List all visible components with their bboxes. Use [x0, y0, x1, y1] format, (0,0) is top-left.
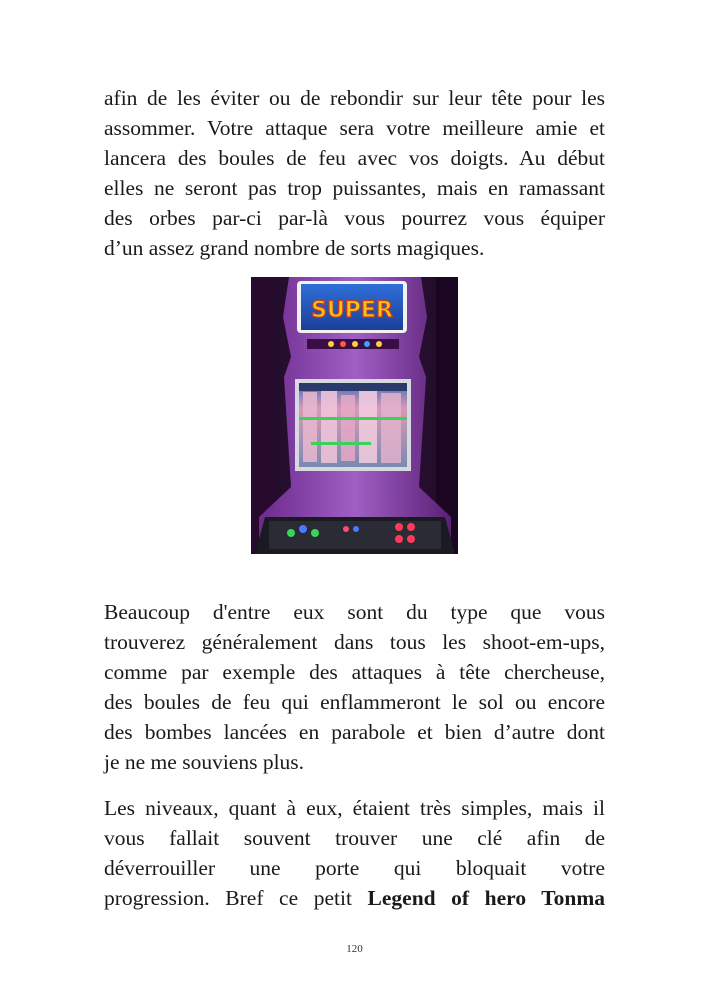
text-span: progression. Bref ce petit [104, 886, 352, 910]
marquee-text: SUPER [311, 298, 393, 323]
text-line: des orbes par-ci par-là vous pourrez vous équiper [104, 206, 605, 230]
text-line: trouverez généralement dans tous les shoot-em-ups, [104, 630, 605, 654]
text-line: Les niveaux, quant à eux, étaient très simples, mais il [104, 796, 605, 820]
page-number: 120 [346, 943, 363, 955]
text-line: des bombes lancées en parabole et bien d’autre dont [104, 720, 605, 744]
text-line: déverrouiller une porte qui bloquait votre [104, 856, 605, 880]
text-line: assommer. Votre attaque sera votre meilleure amie et [104, 116, 605, 140]
text-line: afin de les éviter ou de rebondir sur leur tête pour les [104, 86, 605, 110]
text-line: Beaucoup d'entre eux sont du type que vous [104, 600, 605, 624]
paragraph-3 [104, 793, 605, 913]
text-line: lancera des boules de feu avec vos doigts. Au début [104, 146, 605, 170]
text-line: je ne me souviens plus. [104, 750, 305, 774]
text-line: des boules de feu qui enflammeront le sol ou encore [104, 690, 605, 714]
text-line: elles ne seront pas trop puissantes, mais en ramassant [104, 176, 605, 200]
game-title-bold: Legend of hero Tonma [367, 886, 605, 910]
arcade-cabinet-photo [251, 277, 458, 554]
text-line-last [104, 883, 605, 913]
text-line: vous fallait souvent trouver une clé afin de [104, 826, 605, 850]
text-line: comme par exemple des attaques à tête chercheuse, [104, 660, 605, 684]
text-line: d’un assez grand nombre de sorts magiques. [104, 236, 485, 260]
paragraph-1 [104, 83, 605, 263]
arcade-cabinet-illustration [251, 277, 458, 554]
paragraph-2 [104, 597, 605, 777]
